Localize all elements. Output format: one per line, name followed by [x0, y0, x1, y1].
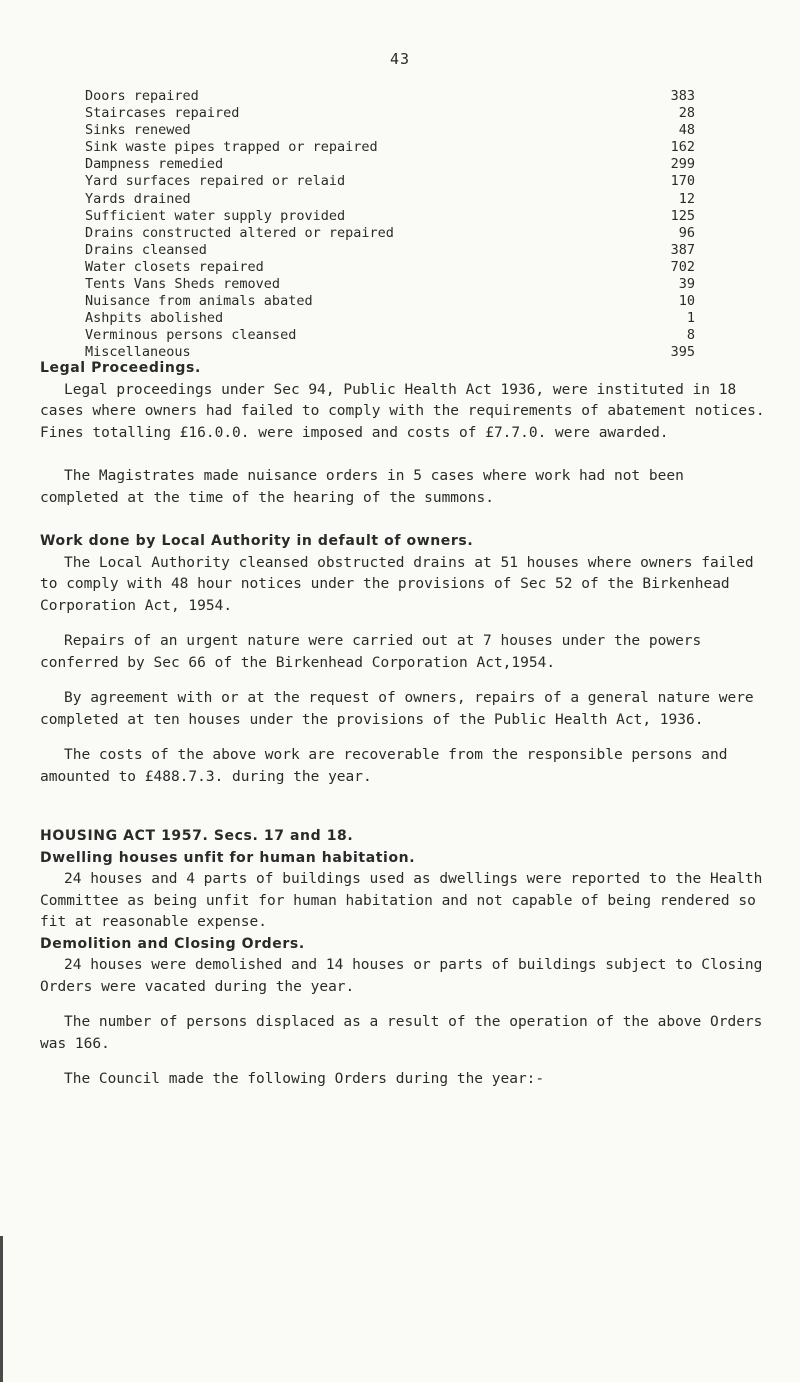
stat-row — [85, 259, 695, 276]
stat-value: 162 — [670, 139, 695, 156]
stat-row — [85, 293, 695, 310]
stat-label: Yards drained — [85, 190, 191, 207]
works-statistics-list — [85, 88, 695, 362]
stat-value: 48 — [678, 122, 695, 139]
stat-label: Drains constructed altered or repaired — [85, 224, 394, 241]
council-orders-paragraph: The Council made the following Orders during the year:- — [64, 1071, 545, 1087]
costs-paragraph: The costs of the above work are recoverable from the responsible persons and amounted to £488.7.3. during the year. — [40, 747, 728, 785]
legal-proceedings-heading: Legal Proceedings. — [40, 360, 201, 376]
stat-row — [85, 276, 695, 293]
stat-row — [85, 156, 695, 173]
stat-row — [85, 310, 695, 327]
agreement-repairs-paragraph: By agreement with or at the request of owners, repairs of a general nature were completed at ten houses under the provisions of the Public Health Act, 1936. — [40, 690, 754, 728]
stat-label: Staircases repaired — [85, 105, 240, 122]
stat-label: Miscellaneous — [85, 344, 191, 361]
legal-proceedings-paragraph: Legal proceedings under Sec 94, Public Health Act 1936, were instituted in 18 cases where owners had failed to comply with the requirements of abatement notices. Fines totalling £16.0.0. were imposed and costs of £7.7.0. were awarded. — [40, 381, 765, 441]
stat-label: Dampness remedied — [85, 156, 224, 173]
stat-value: 299 — [670, 156, 695, 173]
stat-value: 387 — [670, 241, 695, 258]
stat-label: Water closets repaired — [85, 258, 264, 275]
stat-row — [85, 139, 695, 156]
stat-row — [85, 327, 695, 344]
unfit-dwellings-heading: Dwelling houses unfit for human habitation. — [40, 849, 416, 866]
stat-value: 10 — [678, 293, 695, 310]
stat-label: Sinks renewed — [85, 122, 191, 139]
stat-label: Nuisance from animals abated — [85, 293, 313, 310]
scan-edge-line — [0, 1236, 3, 1382]
stat-value: 125 — [670, 207, 695, 224]
stat-value: 12 — [678, 190, 695, 207]
stat-value: 702 — [670, 258, 695, 275]
nuisance-orders-paragraph: The Magistrates made nuisance orders in 5 cases where work had not been completed at the time of the hearing of the summons. — [40, 468, 684, 506]
housing-act-heading: HOUSING ACT 1957. Secs. 17 and 18. — [40, 828, 354, 844]
stat-value: 1 — [686, 310, 695, 327]
stat-value: 39 — [678, 276, 695, 293]
stat-value: 395 — [670, 344, 695, 361]
stat-row — [85, 173, 695, 190]
stat-value: 8 — [686, 327, 695, 344]
stat-value: 28 — [678, 105, 695, 122]
stat-label: Sink waste pipes trapped or repaired — [85, 139, 378, 156]
stat-label: Ashpits abolished — [85, 310, 224, 327]
stat-row — [85, 88, 695, 105]
stat-row — [85, 225, 695, 242]
stat-label: Yard surfaces repaired or relaid — [85, 173, 346, 190]
report-body — [40, 358, 770, 1091]
persons-displaced-paragraph: The number of persons displaced as a result of the operation of the above Orders was 166. — [40, 1014, 763, 1052]
stat-label: Drains cleansed — [85, 241, 207, 258]
unfit-houses-paragraph: 24 houses and 4 parts of buildings used as dwellings were reported to the Health Committee as being unfit for human habitation and not capable of being rendered so fit at reasonable expense. — [40, 871, 763, 930]
stat-row — [85, 122, 695, 139]
stat-label: Sufficient water supply provided — [85, 207, 346, 224]
stat-value: 170 — [670, 173, 695, 190]
default-work-heading: Work done by Local Authority in default of owners. — [40, 533, 474, 549]
stat-row — [85, 242, 695, 259]
demolition-heading: Demolition and Closing Orders. — [40, 935, 305, 952]
stat-row — [85, 208, 695, 225]
stat-label: Verminous persons cleansed — [85, 327, 297, 344]
urgent-repairs-paragraph: Repairs of an urgent nature were carried out at 7 houses under the powers conferred by Sec 66 of the Birkenhead Corporation Act,1954. — [40, 633, 702, 671]
page-number: 43 — [389, 50, 411, 68]
demolition-paragraph: 24 houses were demolished and 14 houses or parts of buildings subject to Closing Orders were vacated during the year. — [40, 957, 763, 995]
stat-value: 383 — [670, 88, 695, 104]
stat-value: 96 — [678, 224, 695, 241]
stat-row — [85, 105, 695, 122]
stat-label: Doors repaired — [85, 88, 199, 104]
stat-row — [85, 191, 695, 208]
stat-label: Tents Vans Sheds removed — [85, 276, 281, 293]
drains-cleansed-paragraph: The Local Authority cleansed obstructed drains at 51 houses where owners failed to comply with 48 hour notices under the provisions of Sec 52 of the Birkenhead Corporation Act, 1954. — [40, 554, 754, 614]
